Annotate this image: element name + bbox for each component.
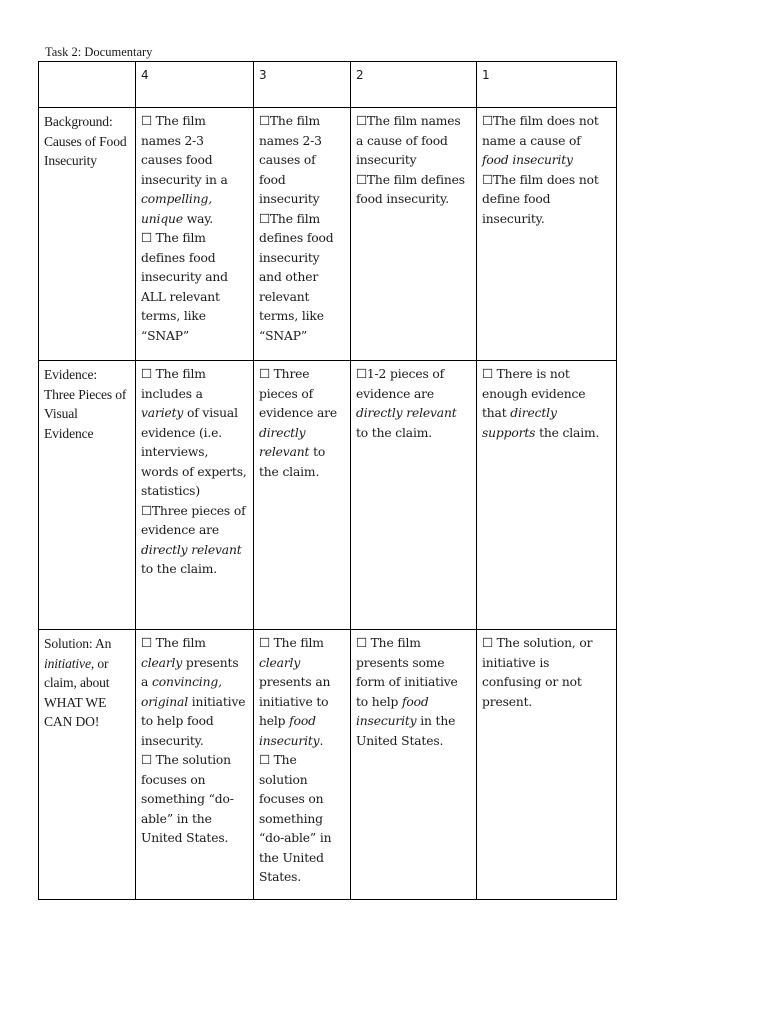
cell-text: Evidence: Three Pieces of Visual Evidence [44,367,127,441]
emphasis-text: clearly [259,655,301,670]
cell-text: ☐ The solution focuses on something “do-able” in the United States. [259,753,332,884]
row-label-solution [39,630,136,900]
emphasis-text: compelling, unique [141,192,212,226]
cell-evidence-score-1 [477,361,617,630]
cell-background-score-4 [136,108,254,361]
cell-text: ☐The film defines food insecurity. [356,172,465,206]
emphasis-text: food insecurity [259,714,320,748]
emphasis-text: food insecurity [356,694,429,728]
rubric-table [38,61,617,900]
emphasis-text: food insecurity [482,153,573,167]
cell-text: to the claim. [141,562,218,576]
cell-text: way. [182,211,214,226]
table-row-background [39,108,617,361]
cell-text: ☐The film defines food insecurity and other relevant terms, like “SNAP” [259,211,334,343]
cell-text: ☐ The film names 2-3 causes food insecurity in a [141,114,228,187]
cell-background-score-3 [254,108,351,361]
cell-text: ☐ The solution, or initiative is confusing or not present. [482,636,593,709]
cell-solution-score-2 [351,630,477,900]
emphasis-text: clearly [141,655,183,670]
cell-text: ☐ The film defines food insecurity and ALL relevant terms, like “SNAP” [141,231,228,343]
header-cell-score-4: 4 [136,62,254,108]
table-row-solution [39,630,617,900]
cell-evidence-score-4 [136,361,254,630]
cell-text: . [319,733,324,748]
cell-text: initiative to help food insecurity. [141,694,246,748]
cell-text: ☐ The film presents some form of initiative to help [356,636,458,709]
cell-text: ☐Three pieces of evidence are [141,503,246,537]
cell-text: ☐1-2 pieces of evidence are [356,367,445,401]
cell-background-score-1 [477,108,617,361]
emphasis-text: variety [141,406,184,420]
header-cell-score-3: 3 [254,62,351,108]
cell-text: Background: Causes of Food Insecurity [44,114,127,168]
cell-text: Solution: An [44,636,112,651]
cell-background-score-2 [351,108,477,361]
emphasis-text: directly relevant [141,542,242,557]
cell-text: ☐The film does not name a cause of [482,114,599,148]
cell-text: , or claim, about WHAT WE CAN DO! [44,655,110,729]
cell-text: to the claim. [259,445,326,479]
cell-text: ☐The film does not define food insecurity. [482,172,599,226]
header-cell-empty [39,62,136,108]
cell-text: ☐ The solution focuses on something “do-able” in the United States. [141,753,234,845]
cell-evidence-score-2 [351,361,477,630]
cell-text: ☐The film names 2-3 causes of food insecurity [259,114,322,206]
cell-text: ☐ Three pieces of evidence are [259,367,337,420]
cell-solution-score-3 [254,630,351,900]
cell-text: the claim. [535,425,600,440]
cell-text: ☐ There is not enough evidence that [482,367,586,420]
cell-text: ☐ The film [259,636,324,650]
cell-text: ☐ The film [141,636,206,650]
emphasis-text: directly relevant [356,406,457,420]
cell-text: presents an initiative to help [259,675,331,728]
cell-text: to the claim. [356,425,433,440]
emphasis-text: directly relevant [259,425,310,459]
header-row [39,62,617,108]
page-title: Task 2: Documentary [45,45,153,59]
cell-solution-score-1 [477,630,617,900]
header-cell-score-1: 1 [477,62,617,108]
cell-text: presents a [141,655,239,689]
emphasis-text: directly supports [482,406,557,440]
row-label-evidence [39,361,136,630]
cell-solution-score-4 [136,630,254,900]
cell-text: in the United States. [356,714,456,748]
emphasis-text: convincing, original [141,675,222,709]
header-cell-score-2: 2 [351,62,477,108]
emphasis-text: initiative [44,655,91,671]
cell-text: of visual evidence (i.e. interviews, words of experts, statistics) [141,406,247,498]
cell-text: ☐The film names a cause of food insecurity [356,114,461,167]
cell-text: ☐ The film includes a [141,367,206,401]
cell-evidence-score-3 [254,361,351,630]
row-label-background [39,108,136,361]
table-row-evidence [39,361,617,630]
